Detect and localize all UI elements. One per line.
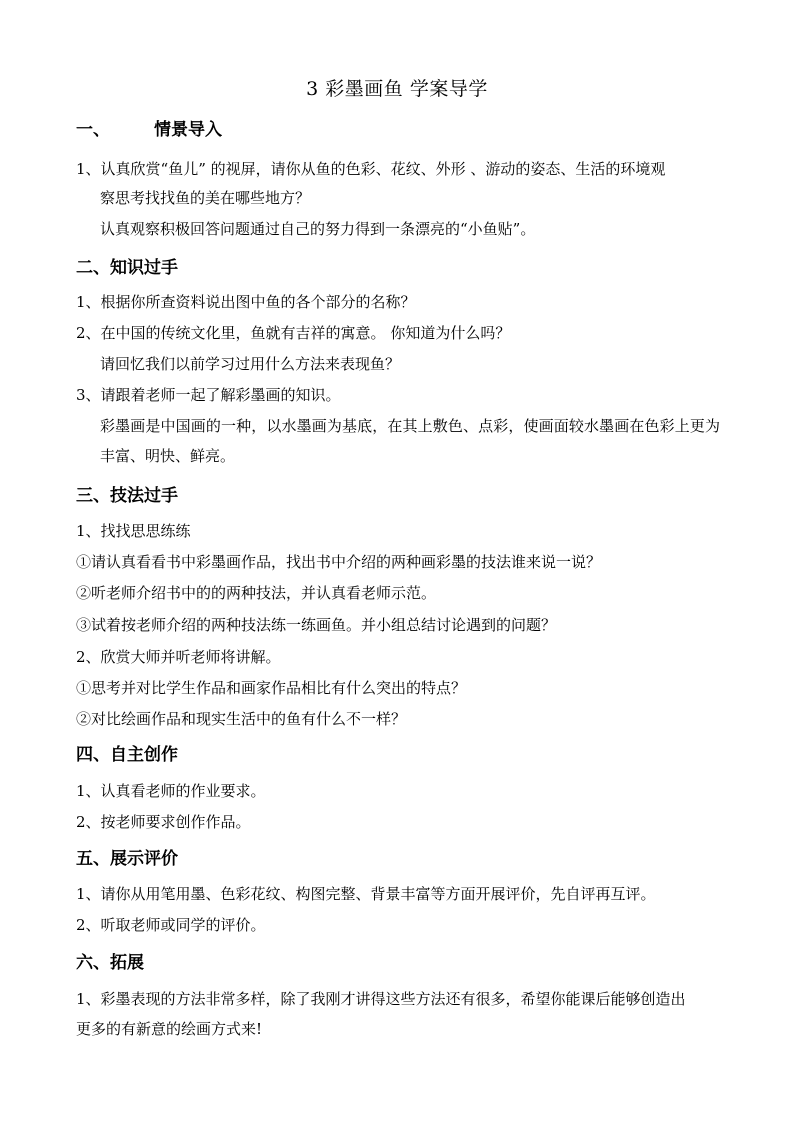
section1-item1-line1: 1、认真欣赏“鱼儿” 的视屏，请你从鱼的色彩、花纹、外形 、游动的姿态、生活的环境观 [76, 160, 666, 178]
section3-item1-b: ②听老师介绍书中的的两种技法，并认真看老师示范。 [76, 584, 437, 602]
section-heading-4: 四、自主创作 [76, 745, 178, 765]
section6-item1-line1: 1、彩墨表现的方法非常多样，除了我刚才讲得这些方法还有很多，希望你能课后能够创造出 [76, 990, 686, 1008]
section2-item2-sub: 请回忆我们以前学习过用什么方法来表现鱼？ [100, 355, 401, 373]
page-title: 3 彩墨画鱼 学案导学 [306, 78, 488, 100]
section2-item3-paragraph: 彩墨画是中国画的一种，以水墨画为基底，在其上敷色、点彩，使画面较水墨画在色彩上更为丰富、明快、鲜亮。 [100, 417, 720, 465]
section-heading-2: 二、知识过手 [76, 258, 178, 278]
section5-item1: 1、请你从用笔用墨、色彩花纹、构图完整、背景丰富等方面开展评价，先自评再互评。 [76, 885, 656, 903]
section-heading-3: 三、技法过手 [76, 486, 178, 506]
section3-item1: 1、找找思思练练 [76, 522, 191, 540]
section-heading-6: 六、拓展 [76, 953, 144, 973]
section5-item2: 2、听取老师或同学的评价。 [76, 916, 266, 934]
section3-item1-c: ③试着按老师介绍的两种技法练一练画鱼。并小组总结讨论遇到的问题？ [76, 616, 557, 634]
section-title: 情景导入 [154, 120, 222, 140]
section3-item1-a: ①请认真看看书中彩墨画作品，找出书中介绍的两种画彩墨的技法谁来说一说？ [76, 553, 602, 571]
section4-item1: 1、认真看老师的作业要求。 [76, 782, 266, 800]
section3-item2: 2、欣赏大师并听老师将讲解。 [76, 648, 281, 666]
section3-item2-b: ②对比绘画作品和现实生活中的鱼有什么不一样？ [76, 710, 407, 728]
section1-item1-line3: 认真观察积极回答问题通过自己的努力得到一条漂亮的“小鱼贴”。 [100, 220, 536, 238]
section3-item2-a: ①思考并对比学生作品和画家作品相比有什么突出的特点？ [76, 679, 467, 697]
section4-item2: 2、按老师要求创作作品。 [76, 813, 251, 831]
section-heading-5: 五、展示评价 [76, 849, 178, 869]
section-number: 一、 [76, 120, 110, 140]
section6-item1-line2: 更多的有新意的绘画方式来! [76, 1020, 263, 1038]
section2-item2: 2、在中国的传统文化里，鱼就有吉祥的寓意。 你知道为什么吗？ [76, 324, 511, 342]
section2-item3: 3、请跟着老师一起了解彩墨画的知识。 [76, 386, 341, 404]
section-heading-1 [76, 118, 222, 142]
section1-item1-line2: 察思考找找鱼的美在哪些地方？ [100, 189, 311, 207]
section2-item1: 1、根据你所查资料说出图中鱼的各个部分的名称？ [76, 293, 416, 311]
